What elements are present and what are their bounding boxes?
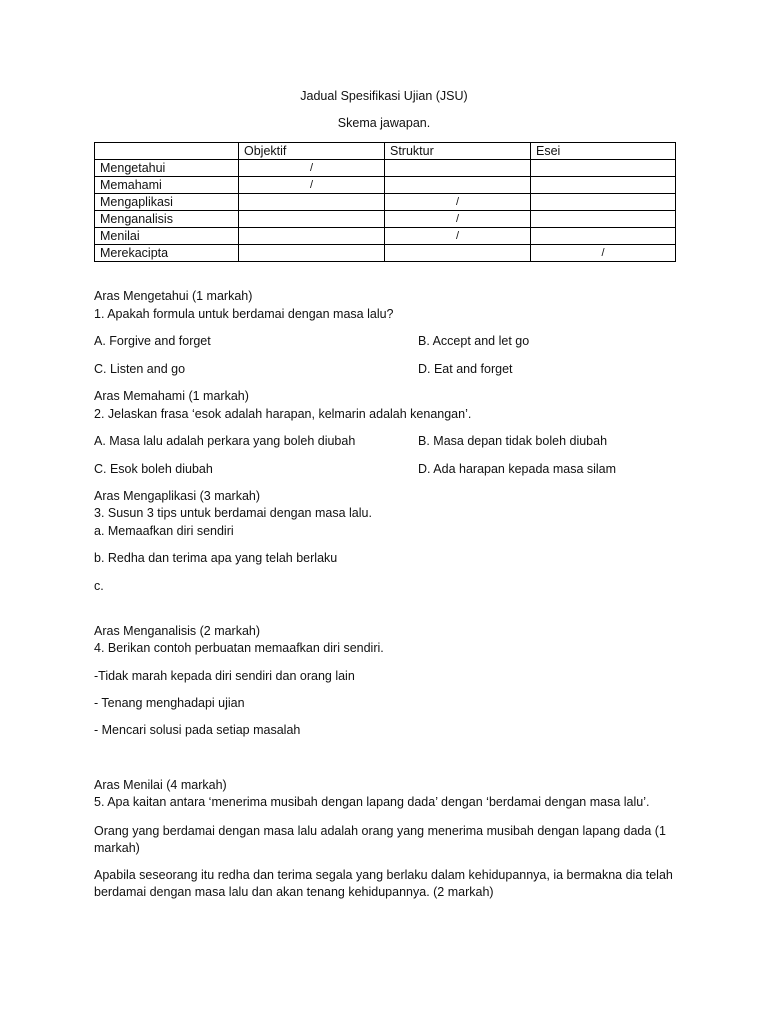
esei-cell <box>531 160 676 177</box>
q3-question: 3. Susun 3 tips untuk berdamai dengan masa lalu. <box>94 506 372 520</box>
esei-cell <box>531 211 676 228</box>
esei-cell <box>531 228 676 245</box>
struktur-cell: / <box>385 211 531 228</box>
esei-cell: / <box>531 245 676 262</box>
table-header-cell <box>95 143 239 160</box>
q1-level: Aras Mengetahui (1 markah) <box>94 289 253 303</box>
table-header-cell: Esei <box>531 143 676 160</box>
q3-answer-b: b. Redha dan terima apa yang telah berlaku <box>94 551 338 565</box>
table-row <box>95 160 676 177</box>
q2-question: 2. Jelaskan frasa ‘esok adalah harapan, kelmarin adalah kenangan’. <box>94 407 472 421</box>
q3-level: Aras Mengaplikasi (3 markah) <box>94 489 261 503</box>
table-row <box>95 194 676 211</box>
table-header-cell: Struktur <box>385 143 531 160</box>
q1-option-a: A. Forgive and forget <box>94 334 211 348</box>
q1-question: 1. Apakah formula untuk berdamai dengan masa lalu? <box>94 307 394 321</box>
objektif-cell <box>239 228 385 245</box>
q4-question: 4. Berikan contoh perbuatan memaafkan diri sendiri. <box>94 641 384 655</box>
table-header-cell: Objektif <box>239 143 385 160</box>
table-row <box>95 245 676 262</box>
q3-answer-a: a. Memaafkan diri sendiri <box>94 524 234 538</box>
q1-option-c: C. Listen and go <box>94 362 186 376</box>
q1-option-b: B. Accept and let go <box>418 334 530 348</box>
struktur-cell: / <box>385 194 531 211</box>
q2-level: Aras Memahami (1 markah) <box>94 389 249 403</box>
struktur-cell <box>385 160 531 177</box>
table-row <box>95 228 676 245</box>
document-title: Jadual Spesifikasi Ujian (JSU) <box>300 89 468 103</box>
level-cell: Memahami <box>95 177 239 194</box>
q5-answer-2: Apabila seseorang itu redha dan terima segala yang berlaku dalam kehidupannya, ia bermakna dia telah berdamai dengan masa lalu dan akan tenang kehidupannya. (2 markah) <box>94 868 673 899</box>
q2-option-a: A. Masa lalu adalah perkara yang boleh diubah <box>94 434 356 448</box>
table-header-row <box>95 143 676 160</box>
level-cell: Mengetahui <box>95 160 239 177</box>
q2-option-d: D. Ada harapan kepada masa silam <box>418 462 617 476</box>
q5-level: Aras Menilai (4 markah) <box>94 778 227 792</box>
q4-answer-3: - Mencari solusi pada setiap masalah <box>94 723 301 737</box>
objektif-cell <box>239 194 385 211</box>
q4-answer-1: -Tidak marah kepada diri sendiri dan orang lain <box>94 669 355 683</box>
q3-answer-c: c. <box>94 579 104 593</box>
struktur-cell: / <box>385 228 531 245</box>
table-row <box>95 177 676 194</box>
q2-option-b: B. Masa depan tidak boleh diubah <box>418 434 608 448</box>
objektif-cell: / <box>239 177 385 194</box>
document-subtitle: Skema jawapan. <box>337 116 431 130</box>
q4-answer-2: - Tenang menghadapi ujian <box>94 696 245 710</box>
q1-option-d: D. Eat and forget <box>418 362 513 376</box>
q5-answer-1: Orang yang berdamai dengan masa lalu adalah orang yang menerima musibah dengan lapang dada (1 markah) <box>94 824 666 855</box>
jsu-table <box>94 142 676 262</box>
q2-option-c: C. Esok boleh diubah <box>94 462 213 476</box>
level-cell: Merekacipta <box>95 245 239 262</box>
table-row <box>95 211 676 228</box>
objektif-cell <box>239 245 385 262</box>
level-cell: Menilai <box>95 228 239 245</box>
objektif-cell <box>239 211 385 228</box>
struktur-cell <box>385 245 531 262</box>
level-cell: Mengaplikasi <box>95 194 239 211</box>
q4-level: Aras Menganalisis (2 markah) <box>94 624 261 638</box>
q5-question: 5. Apa kaitan antara ‘menerima musibah dengan lapang dada’ dengan ‘berdamai dengan masa lalu’. <box>94 795 650 809</box>
level-cell: Menganalisis <box>95 211 239 228</box>
esei-cell <box>531 177 676 194</box>
objektif-cell: / <box>239 160 385 177</box>
esei-cell <box>531 194 676 211</box>
struktur-cell <box>385 177 531 194</box>
